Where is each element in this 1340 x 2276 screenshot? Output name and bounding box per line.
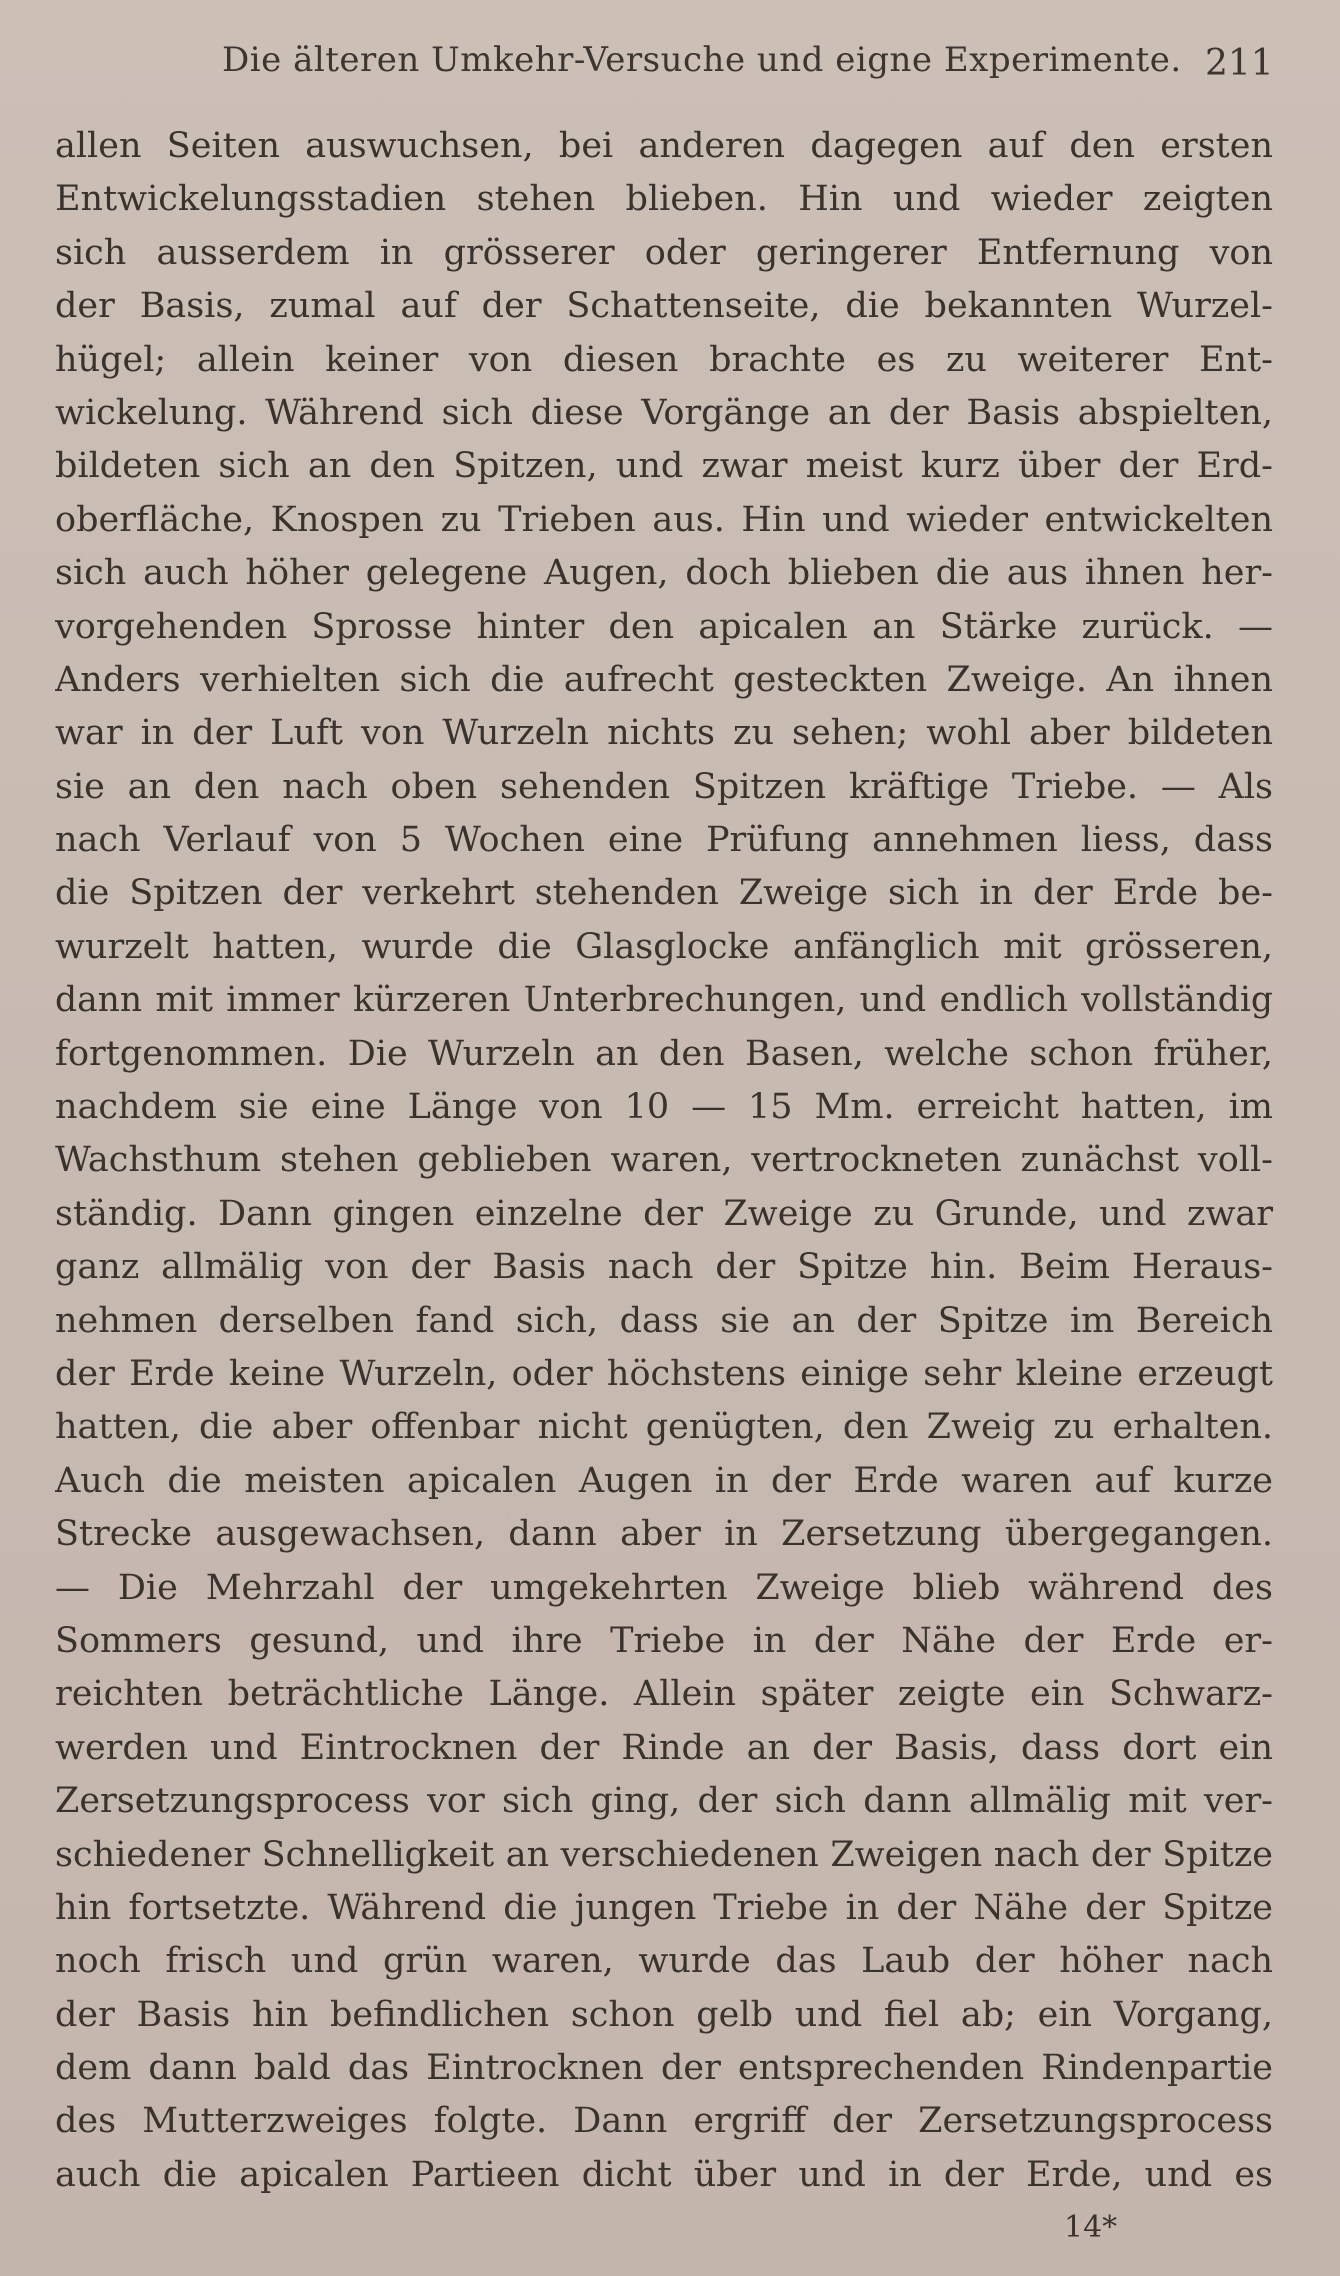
text-line: reichten beträchtliche Länge. Allein später zeigte ein Schwarz-: [55, 1674, 1273, 1715]
text-line: noch frisch und grün waren, wurde das Laub der höher nach: [55, 1941, 1273, 1982]
text-line: Anders verhielten sich die aufrecht gesteckten Zweige. An ihnen: [55, 659, 1273, 700]
text-line: der Erde keine Wurzeln, oder höchstens einige sehr kleine erzeugt: [55, 1353, 1273, 1394]
text-line: nachdem sie eine Länge von 10 — 15 Mm. erreicht hatten, im: [55, 1087, 1273, 1128]
text-line: war in der Luft von Wurzeln nichts zu sehen; wohl aber bildeten: [55, 713, 1273, 754]
text-line: der Basis, zumal auf der Schattenseite, die bekannten Wurzel-: [55, 286, 1273, 327]
text-line: Zersetzungsprocess vor sich ging, der sich dann allmälig mit ver-: [55, 1781, 1273, 1822]
text-line: ständig. Dann gingen einzelne der Zweige zu Grunde, und zwar: [55, 1193, 1273, 1234]
text-line: hügel; allein keiner von diesen brachte es zu weiterer Ent-: [55, 339, 1273, 380]
text-line: fortgenommen. Die Wurzeln an den Basen, welche schon früher,: [55, 1033, 1273, 1074]
text-line: vorgehenden Sprosse hinter den apicalen an Stärke zurück. —: [55, 606, 1273, 647]
text-line: Auch die meisten apicalen Augen in der Erde waren auf kurze: [55, 1460, 1273, 1501]
text-line: oberfläche, Knospen zu Trieben aus. Hin und wieder entwickelten: [55, 499, 1273, 540]
running-title: Die älteren Umkehr-Versuche und eigne Experimente.: [222, 40, 1182, 80]
body-text: [55, 120, 1273, 2202]
text-line: der Basis hin befindlichen schon gelb und fiel ab; ein Vorgang,: [55, 1994, 1273, 2035]
page-number: 211: [1205, 43, 1274, 84]
text-line: wickelung. Während sich diese Vorgänge an der Basis abspielten,: [55, 392, 1273, 433]
text-line: allen Seiten auswuchsen, bei anderen dagegen auf den ersten: [55, 126, 1273, 166]
text-line: nach Verlauf von 5 Wochen eine Prüfung annehmen liess, dass: [55, 820, 1273, 861]
text-line: sich ausserdem in grösserer oder geringerer Entfernung von: [55, 232, 1273, 273]
text-line: ganz allmälig von der Basis nach der Spitze hin. Beim Heraus-: [55, 1247, 1273, 1288]
text-line: — Die Mehrzahl der umgekehrten Zweige blieb während des: [55, 1567, 1273, 1608]
text-line: des Mutterzweiges folgte. Dann ergriff der Zersetzungsprocess: [55, 2101, 1273, 2142]
text-line: Strecke ausgewachsen, dann aber in Zersetzung übergegangen.: [55, 1514, 1273, 1555]
text-line: Sommers gesund, und ihre Triebe in der Nähe der Erde er-: [55, 1620, 1273, 1661]
printer-signature: 14*: [1064, 2210, 1118, 2245]
text-line: nehmen derselben fand sich, dass sie an der Spitze im Bereich: [55, 1300, 1273, 1341]
text-line: dem dann bald das Eintrocknen der entsprechenden Rindenpartie: [55, 2048, 1273, 2089]
text-line: wurzelt hatten, wurde die Glasglocke anfänglich mit grösseren,: [55, 926, 1273, 967]
text-line: bildeten sich an den Spitzen, und zwar meist kurz über der Erd-: [55, 446, 1273, 487]
text-line: dann mit immer kürzeren Unterbrechungen, und endlich vollständig: [55, 980, 1273, 1021]
text-line: Entwickelungsstadien stehen blieben. Hin und wieder zeigten: [55, 179, 1273, 220]
text-line: Wachsthum stehen geblieben waren, vertrockneten zunächst voll-: [55, 1140, 1273, 1181]
running-head: [0, 30, 1340, 90]
text-line: sich auch höher gelegene Augen, doch blieben die aus ihnen her-: [55, 553, 1273, 594]
text-line: die Spitzen der verkehrt stehenden Zweige sich in der Erde be-: [55, 873, 1273, 914]
text-line: hin fortsetzte. Während die jungen Triebe in der Nähe der Spitze: [55, 1887, 1273, 1928]
text-line: hatten, die aber offenbar nicht genügten, den Zweig zu erhalten.: [55, 1407, 1273, 1448]
text-line: sie an den nach oben sehenden Spitzen kräftige Triebe. — Als: [55, 766, 1273, 807]
text-line: schiedener Schnelligkeit an verschiedenen Zweigen nach der Spitze: [55, 1834, 1273, 1875]
text-line: werden und Eintrocknen der Rinde an der Basis, dass dort ein: [55, 1727, 1273, 1768]
text-line: auch die apicalen Partieen dicht über und in der Erde, und es: [55, 2154, 1273, 2195]
